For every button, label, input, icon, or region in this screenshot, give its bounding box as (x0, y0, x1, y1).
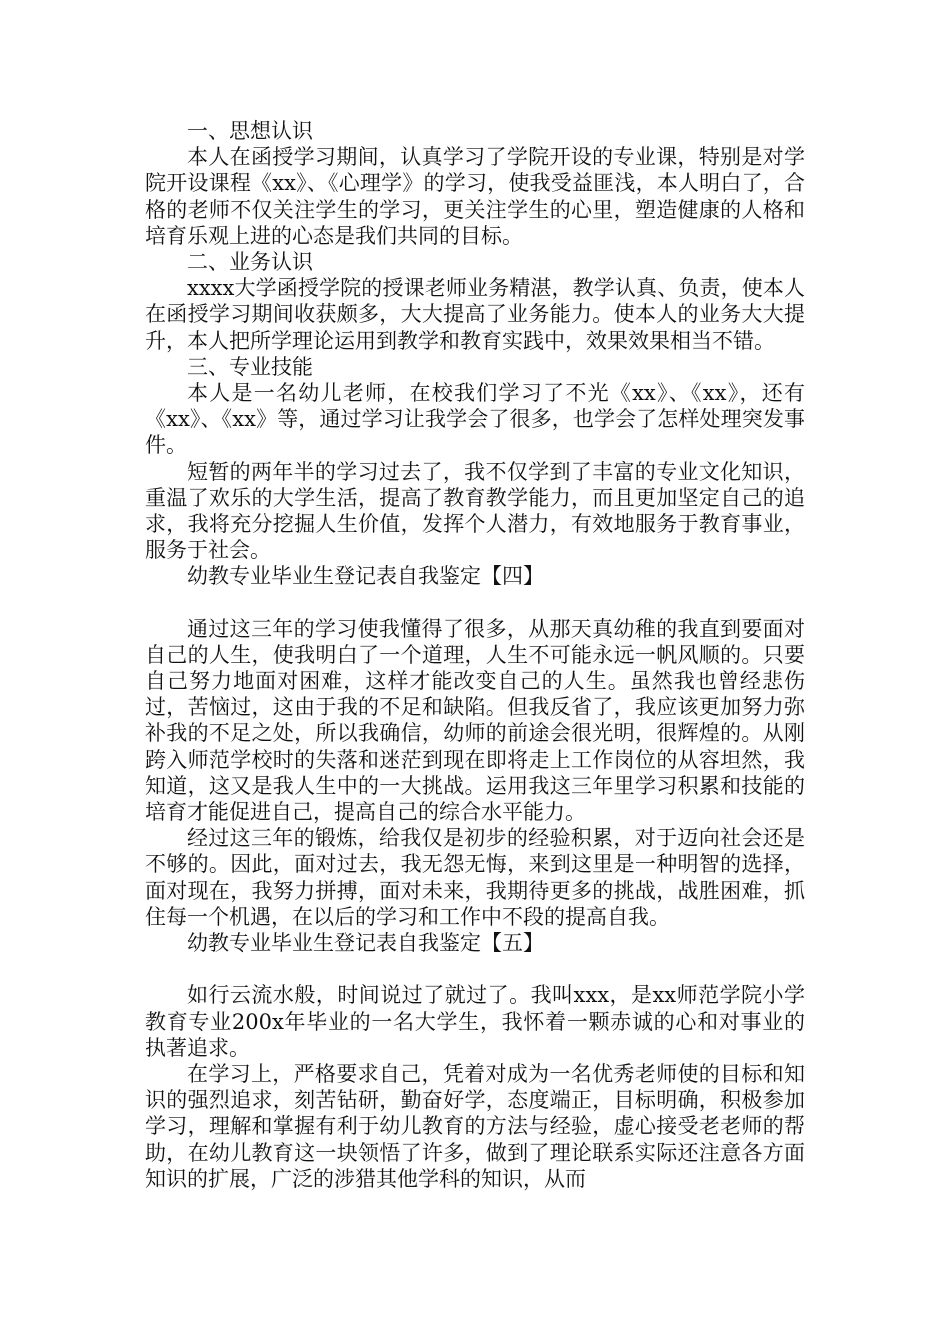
paragraph: xxxx大学函授学院的授课老师业务精湛，教学认真、负责，使本人在函授学习期间收获颇多，大大提高了业务能力。使本人的业务大大提升，本人把所学理论运用到教学和教育实践中，效果效果相当不错。 (145, 276, 805, 353)
blank-line (145, 956, 805, 982)
paragraph: 短暂的两年半的学习过去了，我不仅学到了丰富的专业文化知识，重温了欢乐的大学生活，提高了教育教学能力，而且更加坚定自己的追求，我将充分挖掘人生价值，发挥个人潜力，有效地服务于教育事业，服务于社会。 (145, 459, 805, 563)
section-heading: 三、专业技能 (187, 354, 313, 379)
section-heading: 一、思想认识 (187, 119, 313, 143)
paragraph: 经过这三年的锻炼，给我仅是初步的经验积累，对于迈向社会还是不够的。因此，面对过去，我无怨无悔，来到这里是一种明智的选择，面对现在，我努力拼搏，面对未来，我期待更多的挑战，战胜困难，抓住每一个机遇，在以后的学习和工作中不段的提高自我。 (145, 826, 805, 929)
blank-line (145, 590, 805, 616)
paragraph: 在学习上，严格要求自己，凭着对成为一名优秀老师使的目标和知识的强烈追求，刻苦钻研，勤奋好学，态度端正，目标明确，积极参加学习，理解和掌握有利于幼儿教育的方法与经验，虚心接受老老师的帮助，在幼儿教育这一块领悟了许多，做到了理论联系实际还注意各方面知识的扩展，广泛的涉猎其他学科的知识，从而 (145, 1061, 805, 1191)
document-body (145, 118, 805, 1192)
paragraph: 如行云流水般，时间说过了就过了。我叫xxx，是xx师范学院小学教育专业200x年毕业的一名大学生，我怀着一颗赤诚的心和对事业的执著追求。 (145, 983, 805, 1060)
section-title-4: 幼教专业毕业生登记表自我鉴定【四】 (187, 564, 544, 589)
paragraph: 本人在函授学习期间，认真学习了学院开设的专业课，特别是对学院开设课程《xx》、《心理学》的学习，使我受益匪浅，本人明白了，合格的老师不仅关注学生的学习，更关注学生的心里，塑造健康的人格和培育乐观上进的心态是我们共同的目标。 (145, 145, 805, 248)
section-title-5: 幼教专业毕业生登记表自我鉴定【五】 (187, 931, 544, 956)
section-heading: 二、业务认识 (187, 250, 313, 275)
paragraph: 通过这三年的学习使我懂得了很多，从那天真幼稚的我直到要面对自己的人生，使我明白了一个道理，人生不可能永远一帆风顺的。只要自己努力地面对困难，这样才能改变自己的人生。虽然我也曾经悲伤过，苦恼过，这由于我的不足和缺陷。但我反省了，我应该更加努力弥补我的不足之处，所以我确信，幼师的前途会很光明，很辉煌的。从刚跨入师范学校时的失落和迷茫到现在即将走上工作岗位的从容坦然，我知道，这又是我人生中的一大挑战。运用我这三年里学习积累和技能的培育才能促进自己，提高自己的综合水平能力。 (145, 616, 805, 825)
paragraph: 本人是一名幼儿老师，在校我们学习了不光《xx》、《xx》，还有《xx》、《xx》等，通过学习让我学会了很多，也学会了怎样处理突发事件。 (145, 381, 805, 458)
